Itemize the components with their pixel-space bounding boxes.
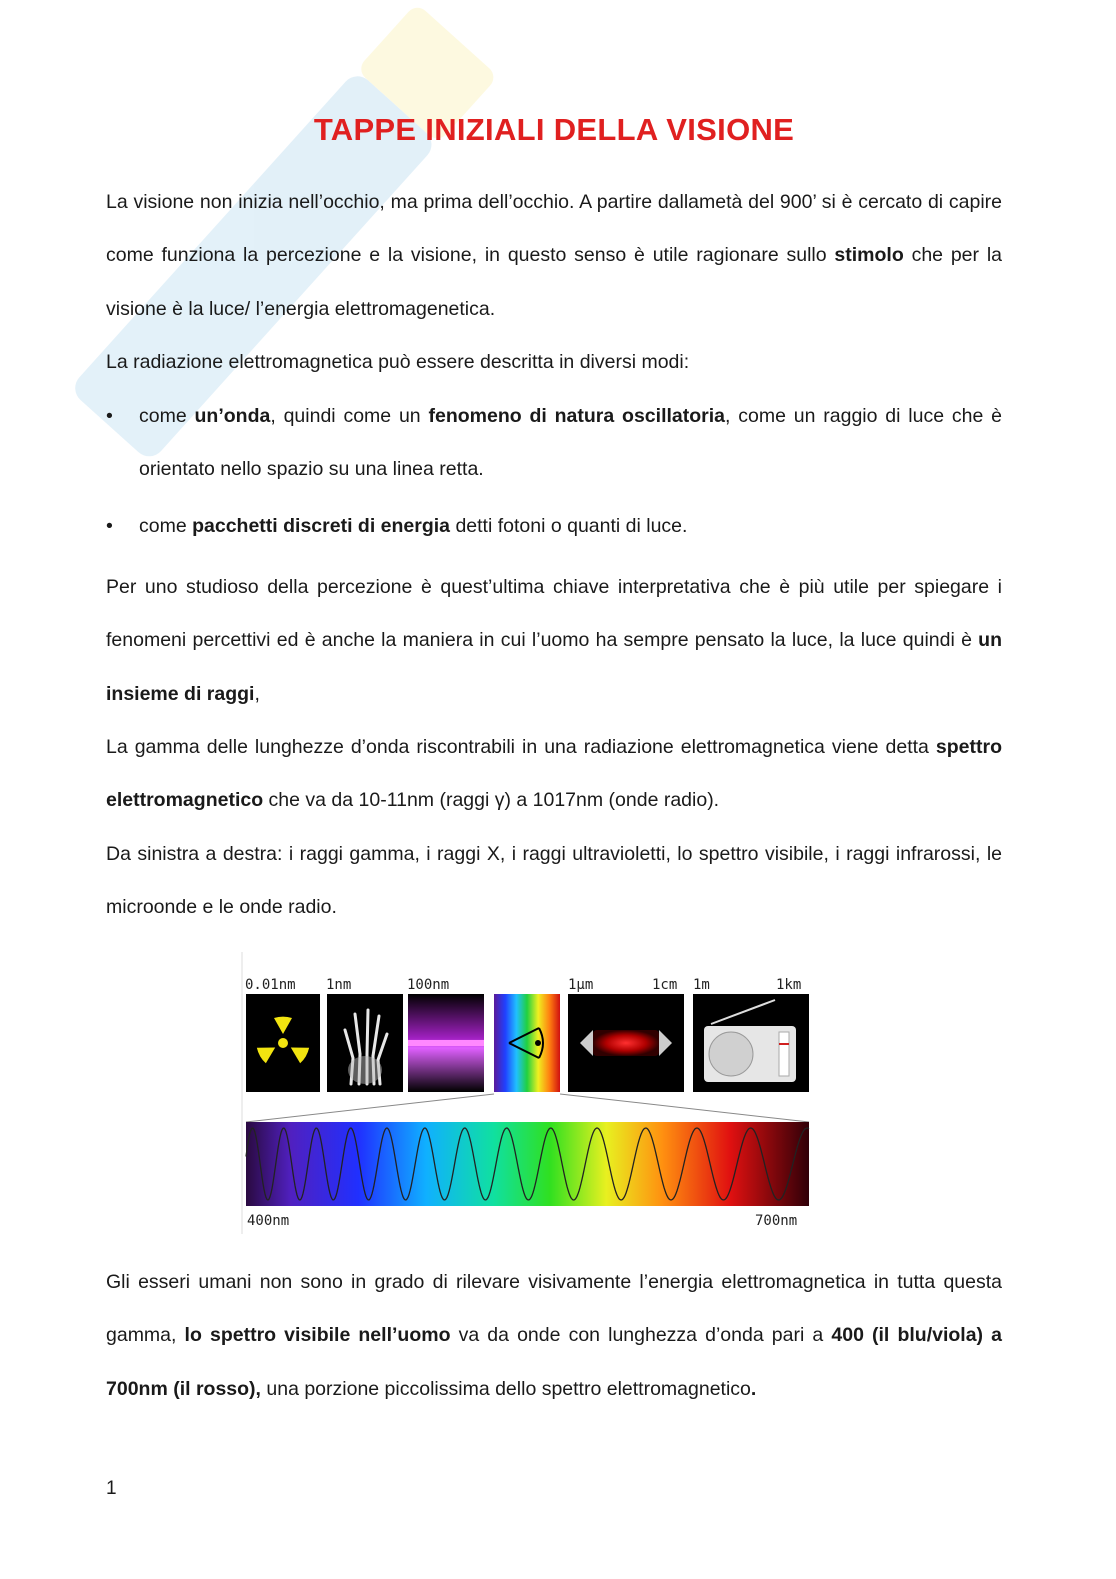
perception-bold-1: un insieme di raggi: [106, 629, 1002, 705]
label-100nm: 100nm: [407, 977, 450, 993]
visible-spectrum-wave: [246, 1122, 809, 1206]
bullet1-bold-2: fenomeno di natura oscillatoria: [428, 405, 726, 427]
visible-text-2: va da onde con lunghezza d’onda pari a: [450, 1324, 832, 1347]
bullet1-text-3: , come un raggio di luce che è orientato nello spazio su una linea retta.: [139, 405, 1003, 481]
bullet-item-packets: [106, 500, 1002, 553]
spectrum-text-2: che va da 10-11nm (raggi γ) a 1017nm (onde radio).: [263, 789, 720, 812]
xray-hand-icon: [327, 994, 403, 1092]
bullet2-text-1: come: [139, 515, 193, 537]
label-700nm: 700nm: [755, 1213, 798, 1229]
visible-light-eye-icon: [494, 994, 560, 1092]
spectrum-paragraph: [106, 721, 1002, 828]
visible-bold-3: .: [750, 1377, 757, 1400]
label-0-01nm: 0.01nm: [245, 977, 296, 993]
electromagnetic-spectrum-figure: [241, 952, 811, 1234]
page-title: TAPPE INIZIALI DELLA VISIONE: [313, 112, 795, 147]
label-1um: 1μm: [568, 977, 594, 993]
page-number: 1: [106, 1478, 117, 1499]
perception-text-1: Per uno studioso della percezione è quest’ultima chiave interpretativa che è più utile per spiegare i fenomeni percettivi ed è anche la maniera in cui l’uomo ha sempre pensato la luce, la luce quindi è: [106, 576, 1002, 652]
visible-bold-2: 400 (il blu/viola) a 700nm (il rosso),: [106, 1324, 1002, 1400]
ultraviolet-icon: [408, 994, 484, 1092]
bullet2-bold-1: pacchetti discreti di energia: [192, 515, 451, 537]
perception-paragraph: [106, 561, 1002, 721]
visible-bold-1: lo spettro visibile nell’uomo: [184, 1324, 451, 1347]
visible-paragraph: [106, 1256, 1002, 1416]
radio-icon: [693, 994, 809, 1092]
spectrum-bold-1: spettro elettromagnetico: [106, 736, 1002, 812]
spectrum-text-1: La gamma delle lunghezze d’onda riscontrabili in una radiazione elettromagnetica viene detta: [106, 736, 936, 758]
intro-bold-stimolo: stimolo: [834, 244, 904, 267]
bullet1-text-1: come: [139, 405, 195, 427]
perception-text-2: ,: [254, 682, 260, 705]
bullet2-text-2: detti fotoni o quanti di luce.: [450, 515, 688, 537]
label-400nm: 400nm: [247, 1213, 290, 1229]
label-1km: 1km: [776, 977, 802, 993]
bullet-item-wave: [106, 390, 1002, 497]
bullet1-bold-1: un’onda: [194, 405, 271, 427]
bullet-marker: •: [106, 515, 113, 537]
intro-paragraph: [106, 176, 1002, 336]
radiation-icon: [246, 994, 320, 1092]
label-1nm: 1nm: [326, 977, 352, 993]
visible-text-3: una porzione piccolissima dello spettro elettromagnetico: [260, 1377, 751, 1400]
infrared-icon: [568, 994, 684, 1092]
intro-text-2: che per la visione è la luce/ l’energia elettromagenetica.: [106, 244, 1002, 320]
order-paragraph: Da sinistra a destra: i raggi gamma, i raggi X, i raggi ultravioletti, lo spettro visibile, i raggi infrarossi, le microonde e le onde radio.: [106, 843, 1002, 919]
bullet1-text-2: , quindi come un: [270, 405, 429, 427]
label-1m: 1m: [693, 977, 710, 993]
label-1cm: 1cm: [652, 977, 678, 993]
bullet-marker: •: [106, 405, 113, 427]
visible-text-1: Gli esseri umani non sono in grado di rilevare visivamente l’energia elettromagnetica in tutta questa gamma,: [106, 1271, 1002, 1347]
radiation-intro: La radiazione elettromagnetica può essere descritta in diversi modi:: [106, 351, 690, 373]
intro-text-1: La visione non inizia nell’occhio, ma prima dell’occhio. A partire dallametà del 900’ si è cercato di capire come funziona la percezione e la visione, in questo senso è utile ragionare sullo: [106, 191, 1002, 267]
